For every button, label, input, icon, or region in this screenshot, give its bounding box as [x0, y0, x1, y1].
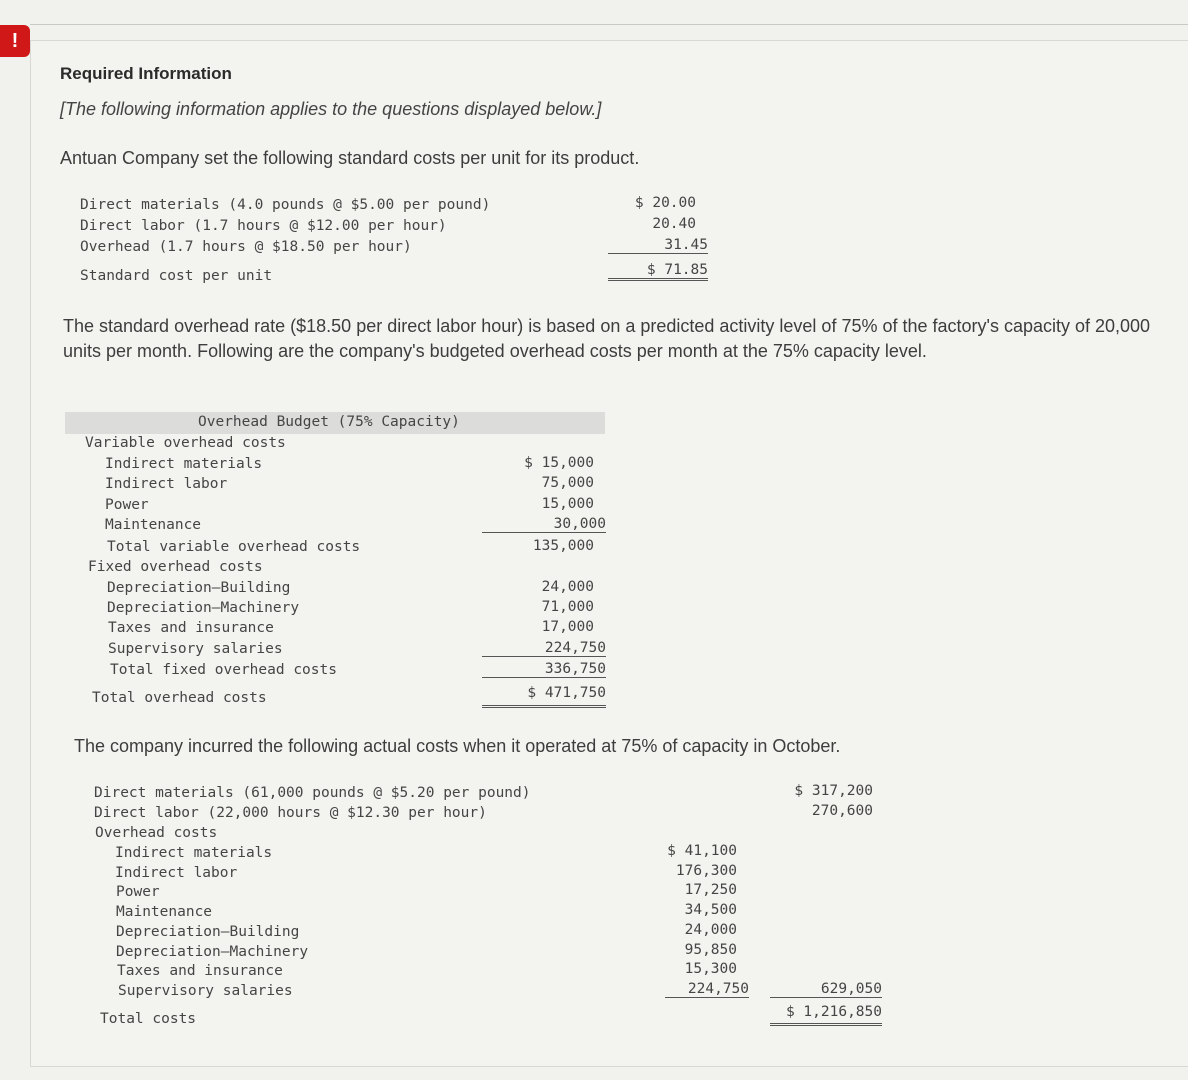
budget-row-label: Indirect labor: [105, 476, 228, 492]
actual-row-label: Indirect materials: [115, 845, 273, 861]
overhead-rate-text: The standard overhead rate ($18.50 per direct labor hour) is based on a predicted activity level of 75% of the factory's capacity of 20,000 units per month. Following are the company's budgeted overhead costs per month at the 75% capacity level.: [63, 316, 1151, 361]
actual-row-label: Depreciation—Machinery: [116, 944, 309, 960]
budget-title: Overhead Budget (75% Capacity): [198, 414, 460, 430]
budget-row-value: $ 15,000: [524, 455, 594, 471]
budget-row-value: 224,750: [482, 640, 606, 657]
std-total-label: Standard cost per unit: [80, 268, 273, 284]
std-row-value: $ 20.00: [634, 195, 696, 211]
actual-overhead-total: 629,050: [770, 981, 882, 998]
std-row-label: Direct labor (1.7 hours @ $12.00 per hour): [80, 218, 447, 234]
actual-costs-text: The company incurred the following actual costs when it operated at 75% of capacity in October.: [74, 736, 841, 756]
budget-total-label: Total overhead costs: [92, 690, 267, 706]
budget-fixed-heading: Fixed overhead costs: [88, 559, 263, 575]
intro-text: Antuan Company set the following standard costs per unit for its product.: [60, 148, 640, 168]
actual-row-value: 17,250: [684, 882, 737, 898]
budget-row-label: Depreciation—Machinery: [107, 600, 300, 616]
budget-total-value: $ 471,750: [482, 685, 606, 708]
instruction-note: [The following information applies to the questions displayed below.]: [60, 99, 602, 119]
actual-row-label: Power: [116, 884, 160, 900]
budget-fixed-total-value: 336,750: [482, 661, 606, 678]
std-total-value: $ 71.85: [608, 262, 708, 281]
actual-row-label: Taxes and insurance: [117, 963, 283, 979]
actual-row-value: 34,500: [684, 902, 737, 918]
actual-row-value: 15,300: [684, 961, 737, 977]
actual-total-value: $ 1,216,850: [770, 1004, 882, 1026]
actual-row-label: Supervisory salaries: [118, 983, 293, 999]
actual-overhead-heading: Overhead costs: [95, 825, 218, 841]
budget-variable-total-value: 135,000: [532, 538, 594, 554]
alert-icon: !: [0, 25, 30, 57]
actual-dm-label: Direct materials (61,000 pounds @ $5.20 per pound): [94, 785, 531, 801]
budget-row-value: 24,000: [541, 579, 594, 595]
budget-row-value: 15,000: [541, 496, 594, 512]
actual-dl-label: Direct labor (22,000 hours @ $12.30 per hour): [94, 805, 487, 821]
budget-variable-total-label: Total variable overhead costs: [107, 539, 361, 555]
std-row-label: Direct materials (4.0 pounds @ $5.00 per pound): [80, 197, 491, 213]
actual-total-label: Total costs: [100, 1011, 197, 1027]
actual-row-value: 176,300: [675, 863, 737, 879]
actual-row-label: Depreciation—Building: [116, 924, 300, 940]
budget-row-label: Supervisory salaries: [108, 641, 283, 657]
budget-fixed-total-label: Total fixed overhead costs: [110, 662, 337, 678]
budget-row-value: 30,000: [482, 516, 606, 533]
budget-row-label: Depreciation—Building: [107, 580, 291, 596]
budget-row-value: 17,000: [541, 619, 594, 635]
budget-row-value: 75,000: [541, 475, 594, 491]
actual-row-value: 95,850: [684, 942, 737, 958]
std-row-label: Overhead (1.7 hours @ $18.50 per hour): [80, 239, 412, 255]
budget-row-value: 71,000: [541, 599, 594, 615]
actual-row-value: 224,750: [665, 981, 749, 998]
actual-row-value: $ 41,100: [667, 843, 737, 859]
budget-variable-heading: Variable overhead costs: [85, 435, 286, 451]
std-row-value: 31.45: [608, 237, 708, 254]
actual-dl-value: 270,600: [811, 803, 873, 819]
budget-row-label: Taxes and insurance: [108, 620, 274, 636]
actual-row-value: 24,000: [684, 922, 737, 938]
section-title: Required Information: [60, 64, 232, 83]
budget-row-label: Power: [105, 497, 149, 513]
actual-row-label: Maintenance: [116, 904, 213, 920]
std-row-value: 20.40: [652, 216, 696, 232]
actual-dm-value: $ 317,200: [794, 783, 873, 799]
top-divider: [30, 24, 1188, 25]
actual-row-label: Indirect labor: [115, 865, 238, 881]
budget-row-label: Indirect materials: [105, 456, 263, 472]
budget-row-label: Maintenance: [105, 517, 202, 533]
